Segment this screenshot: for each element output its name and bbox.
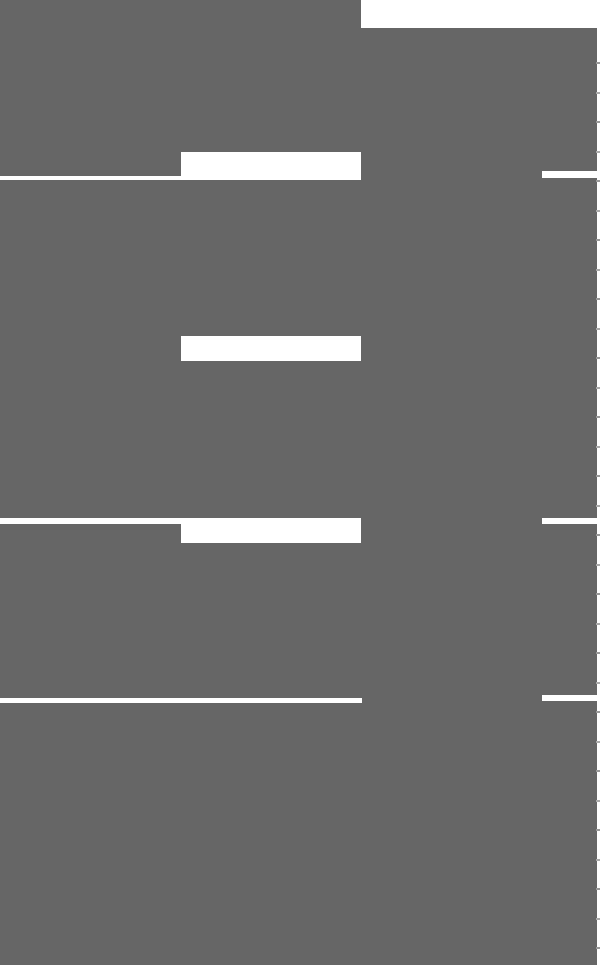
ruler-tick: [596, 711, 600, 713]
ruler-tick: [596, 328, 600, 330]
ruler-tick: [596, 446, 600, 448]
ruler-tick: [596, 947, 600, 949]
highlight-bar-3: [181, 518, 361, 543]
ruler-tick: [596, 682, 600, 684]
ruler-tick: [596, 652, 600, 654]
ruler-tick: [596, 387, 600, 389]
divider-4-right-segment: [542, 695, 600, 701]
ruler-tick: [596, 180, 600, 182]
ruler-tick: [596, 475, 600, 477]
ruler-tick: [596, 62, 600, 64]
ruler-tick: [596, 505, 600, 507]
divider-1-left-line: [0, 176, 181, 180]
ruler-tick: [596, 357, 600, 359]
ruler-tick: [596, 239, 600, 241]
divider-1-right-segment: [542, 171, 600, 178]
ruler-tick: [596, 92, 600, 94]
top-right-panel: [361, 0, 600, 28]
ruler-tick: [596, 593, 600, 595]
ruler-tick: [596, 770, 600, 772]
ruler-tick: [596, 623, 600, 625]
divider-3-left-line: [0, 518, 181, 524]
ruler-tick: [596, 918, 600, 920]
ruler-tick: [596, 564, 600, 566]
ruler-tick: [596, 888, 600, 890]
ruler-tick: [596, 534, 600, 536]
divider-4-line: [0, 698, 362, 703]
divider-3-right-segment: [542, 518, 600, 524]
ruler-tick: [596, 859, 600, 861]
ruler-tick: [596, 269, 600, 271]
highlight-bar-2: [181, 336, 361, 361]
ruler-tick: [596, 416, 600, 418]
ruler-tick: [596, 829, 600, 831]
ruler-tick-layer: [596, 0, 600, 965]
ruler-tick: [596, 741, 600, 743]
ruler-tick: [596, 210, 600, 212]
ruler-tick: [596, 800, 600, 802]
ruler-tick: [596, 151, 600, 153]
ruler-tick: [596, 298, 600, 300]
ruler-tick: [596, 121, 600, 123]
highlight-bar-1: [181, 152, 361, 180]
